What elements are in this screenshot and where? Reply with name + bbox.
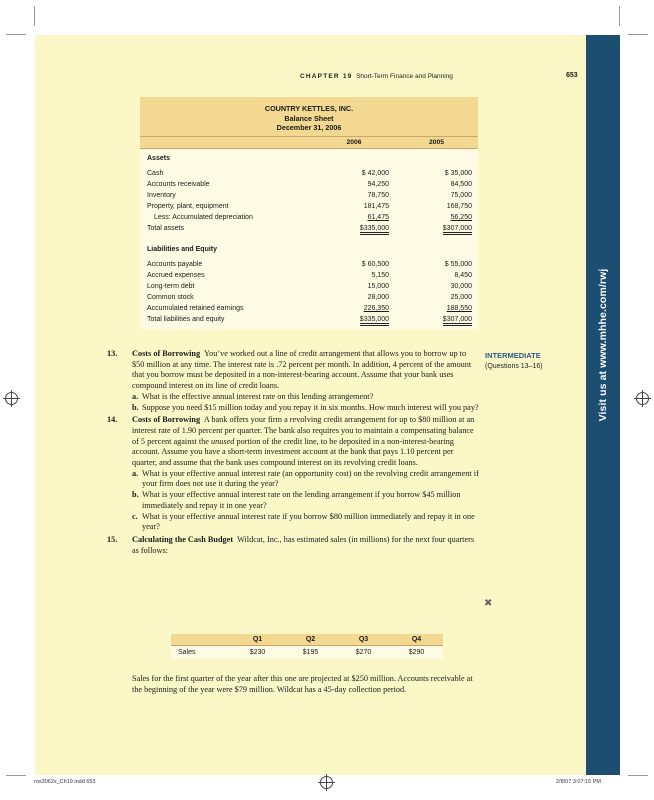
crop-mark — [6, 34, 26, 35]
column-header-row — [140, 136, 478, 149]
page-number: 653 — [566, 72, 578, 79]
footer-timestamp: 2/8/07 3:07:15 PM — [556, 779, 601, 785]
running-header — [300, 73, 453, 80]
chapter-title: Short-Term Finance and Planning — [356, 73, 453, 80]
problem-item: c. What is your effective annual interest rate if you borrow $80 million immediately and repay it in one year? — [132, 511, 475, 532]
table-row: Accounts payable $ 60,500 $ 55,000 — [147, 260, 472, 268]
problem-title: Costs of Borrowing — [132, 415, 201, 425]
statement-name: Balance Sheet — [284, 113, 334, 123]
problem-item: b. Suppose you need $15 million today and you repay it in six months. How much interest will you pay? — [132, 402, 479, 412]
problem-item: a. What is the effective annual interest rate on this lending arrangement? — [132, 391, 374, 401]
section-heading: Assets — [147, 154, 170, 162]
registration-mark-icon — [636, 392, 649, 405]
problem-13 — [107, 349, 479, 413]
problem-number: 14. — [107, 415, 118, 425]
sales-table — [171, 634, 443, 659]
problem-list — [107, 349, 479, 558]
crop-mark — [6, 775, 26, 776]
registration-mark-icon — [320, 776, 333, 789]
table-row: Accounts receivable 94,250 84,500 — [147, 180, 472, 188]
crop-mark — [628, 34, 648, 35]
problem-title: Calculating the Cash Budget — [132, 534, 234, 544]
registration-mark-icon — [5, 392, 18, 405]
column-header: Q1 — [252, 636, 263, 643]
problem-text: portion of the credit line, to be deposited in a non-interest-bearing account. Assume you have a short-term investment account at the bank that pays 1.10 percent per quarter, and assume that the bank uses compound interest on its revolving credit loans. — [132, 436, 454, 468]
problem-text: You’ve worked out a line of credit arrangement that allows you to borrow up to $50 million at any time. The interest rate is .72 percent per month. In addition, 4 percent of the amount that you borrow must be deposited in a non-interest-bearing account. Assume that your bank uses compound interest on its line of credit loans. — [132, 349, 472, 391]
table-row: Less: Accumulated depreciation 61,475 56,250 — [154, 213, 472, 221]
footer-file-name: ros3062x_Ch19.indd 653 — [34, 779, 96, 785]
emphasis-text: unused — [211, 436, 235, 446]
problem-number: 13. — [107, 349, 118, 358]
table-row-total: Total liabilities and equity $335,000 $307,000 — [140, 314, 478, 325]
problem-number: 15. — [107, 534, 118, 544]
problem-text: Wildcat, Inc., has estimated sales (in millions) for the next four quarters as follows: — [132, 534, 475, 555]
balance-sheet-title — [140, 97, 478, 136]
statement-date: December 31, 2006 — [276, 123, 342, 133]
difficulty-level: INTERMEDIATE — [485, 351, 541, 360]
table-row: Inventory 78,750 75,000 — [147, 191, 472, 199]
sidebar-url-text[interactable]: Visit us at www.mhhe.com/rwj — [597, 268, 609, 422]
question-range: (Questions 13–16) — [485, 363, 543, 370]
problem-item: a. What is your effective annual interest rate (an opportunity cost) on the revolving credit arrangement if your firm does not use it during the year? — [132, 468, 479, 489]
problem-continuation-text: Sales for the first quarter of the year after this one are projected at $250 million. Accounts receivable at the beginning of the year were $79 million. Wildcat has a 45-day collection period. — [132, 674, 473, 694]
balance-sheet-body — [140, 149, 478, 329]
section-heading: Liabilities and Equity — [147, 245, 218, 253]
table-row: Cash $ 42,000 $ 35,000 — [147, 169, 472, 177]
company-name: COUNTRY KETTLES, INC. — [264, 104, 354, 113]
table-row: Long-term debt 15,000 30,000 — [147, 282, 472, 290]
column-header: 2006 — [346, 138, 362, 146]
table-row: Accumulated retained earnings 226,350 188,550 — [147, 304, 472, 312]
crop-mark — [619, 6, 620, 26]
crop-mark — [34, 6, 35, 26]
problem-14 — [107, 415, 479, 533]
problem-item: b. What is your effective annual interest rate on the lending arrangement if you borrow $45 million immediately and repay it in one year? — [132, 490, 461, 510]
column-header: Q2 — [305, 636, 316, 643]
table-row: Property, plant, equipment 181,475 168,750 — [147, 202, 472, 210]
crop-mark — [628, 775, 648, 776]
balance-sheet-table — [140, 97, 478, 329]
problem-text: A bank offers your firm a revolving credit arrangement for up to $80 million at an interest rate of 1.90 percent per quarter. The bank also requires you to maintain a compensating balance of 5 percent against the — [132, 415, 475, 446]
spreadsheet-icon: ✖ — [484, 598, 493, 609]
problem-15 — [107, 535, 479, 556]
chapter-label: CHAPTER 19 — [300, 73, 353, 80]
column-header: 2005 — [428, 138, 445, 146]
problem-title: Costs of Borrowing — [132, 349, 201, 358]
table-row-total: Total assets $335,000 $307,000 — [140, 223, 478, 234]
table-row: Accrued expenses 5,150 8,450 — [147, 271, 472, 279]
column-header: Q4 — [411, 636, 422, 643]
table-row: Sales $230 $195 $270 $290 — [171, 646, 443, 659]
table-row: Common stock 28,000 25,000 — [147, 293, 472, 301]
column-header: Q3 — [358, 636, 369, 643]
sales-header-row — [171, 634, 443, 646]
